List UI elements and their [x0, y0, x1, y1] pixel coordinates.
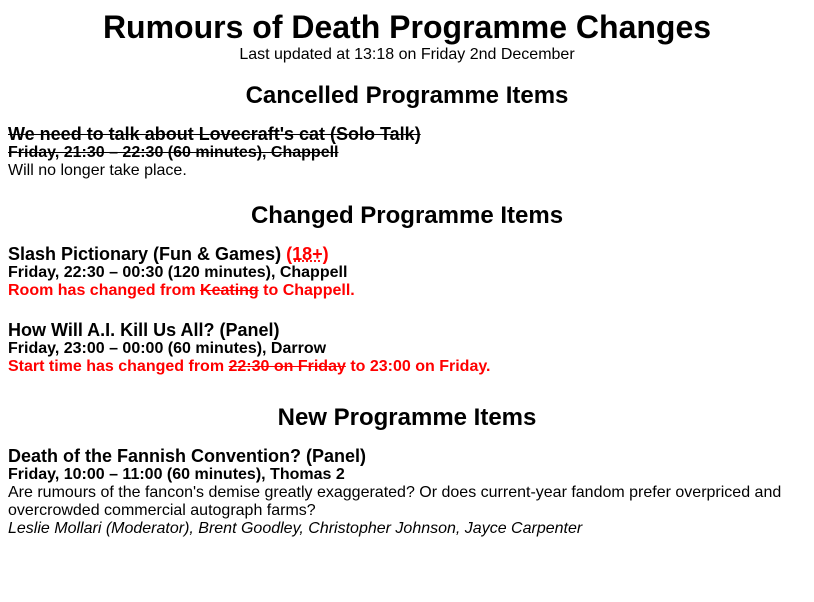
changed-section-heading: Changed Programme Items — [250, 202, 564, 229]
changed-item-meta: Friday, 23:00 – 00:00 (60 minutes), Darrow — [8, 340, 327, 357]
cancelled-item-note: Will no longer take place. — [8, 162, 187, 179]
changed-item — [8, 244, 806, 300]
new-item-meta: Friday, 10:00 – 11:00 (60 minutes), Thomas 2 — [8, 466, 345, 483]
new-item-title: Death of the Fannish Convention? (Panel) — [8, 446, 367, 466]
new-item-participants: Leslie Mollari (Moderator), Brent Goodley, Christopher Johnson, Jayce Carpenter — [8, 520, 583, 537]
changed-item-meta: Friday, 22:30 – 00:30 (120 minutes), Chappell — [8, 264, 348, 281]
changed-item — [8, 320, 806, 376]
changed-item-title-row — [8, 244, 806, 264]
cancelled-item-meta: Friday, 21:30 – 22:30 (60 minutes), Chappell — [8, 144, 339, 161]
change-old-value: 22:30 on Friday — [228, 358, 346, 375]
cancelled-item — [8, 124, 806, 180]
change-prefix: Start time has changed from — [8, 358, 229, 375]
new-item — [8, 446, 806, 538]
changed-item-change-note — [8, 282, 806, 300]
changed-item-title: How Will A.I. Kill Us All? (Panel) — [8, 320, 280, 340]
cancelled-item-title: We need to talk about Lovecraft's cat (Solo Talk) — [8, 124, 421, 144]
new-item-description: Are rumours of the fancon's demise greatly exaggerated? Or does current-year fandom prefer overpriced and overcrowded commercial autograph farms? — [8, 484, 782, 519]
change-prefix: Room has changed from — [8, 282, 201, 299]
page-title: Rumours of Death Programme Changes — [102, 9, 712, 45]
age-restriction-badge[interactable]: (18+) — [286, 244, 329, 264]
change-suffix: to Chappell. — [258, 282, 355, 299]
changed-item-title: Slash Pictionary (Fun & Games) — [8, 244, 282, 264]
change-old-value: Keating — [200, 282, 259, 299]
new-section-heading: New Programme Items — [277, 404, 537, 431]
last-updated-text: Last updated at 13:18 on Friday 2nd December — [239, 46, 575, 63]
change-suffix: to 23:00 on Friday. — [345, 358, 491, 375]
cancelled-section-heading: Cancelled Programme Items — [245, 82, 569, 109]
changed-item-change-note — [8, 358, 806, 376]
